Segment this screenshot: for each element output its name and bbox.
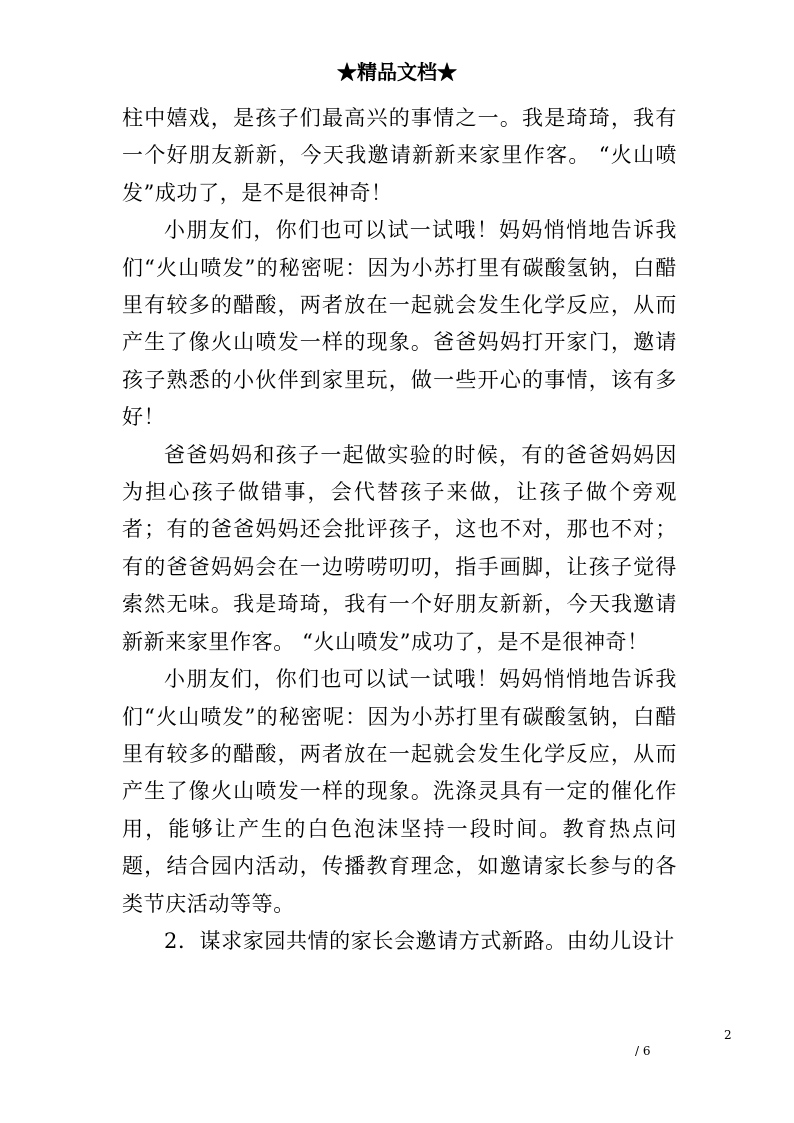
paragraph-1: 柱中嬉戏，是孩子们最高兴的事情之一。我是琦琦，我有一个好朋友新新，今天我邀请新新来家里作客。 “火山喷发”成功了，是不是很神奇！ bbox=[122, 106, 677, 205]
paragraph-3: 爸爸妈妈和孩子一起做实验的时候，有的爸爸妈妈因为担心孩子做错事，会代替孩子来做，让孩子做个旁观者；有的爸爸妈妈还会批评孩子，这也不对，那也不对；有的爸爸妈妈会在一边唠唠叨叨，指手画脚，让孩子觉得索然无味。我是琦琦，我有一个好朋友新新，今天我邀请新新来家里作客。 “火山喷发”成功了，是不是很神奇！ bbox=[122, 442, 677, 654]
paragraph-4: 小朋友们，你们也可以试一试哦！妈妈悄悄地告诉我们“火山喷发”的秘密呢：因为小苏打里有碳酸氢钠，白醋里有较多的醋酸，两者放在一起就会发生化学反应，从而产生了像火山喷发一样的现象。洗涤灵具有一定的催化作用，能够让产生的白色泡沫坚持一段时间。教育热点问题，结合园内活动，传播教育理念，如邀请家长参与的各类节庆活动等等。 bbox=[122, 667, 677, 916]
paragraph-2: 小朋友们，你们也可以试一试哦！妈妈悄悄地告诉我们“火山喷发”的秘密呢：因为小苏打里有碳酸氢钠，白醋里有较多的醋酸，两者放在一起就会发生化学反应，从而产生了像火山喷发一样的现象。爸爸妈妈打开家门，邀请孩子熟悉的小伙伴到家里玩，做一些开心的事情，该有多好！ bbox=[122, 218, 677, 430]
document-body bbox=[122, 100, 677, 960]
document-header-title: ★精品文档★ bbox=[337, 60, 457, 84]
page-number: 2 bbox=[724, 1028, 732, 1042]
paragraph-5: 2．谋求家园共情的家长会邀请方式新路。由幼儿设计 bbox=[164, 928, 675, 953]
page-total: / 6 bbox=[635, 1044, 651, 1058]
